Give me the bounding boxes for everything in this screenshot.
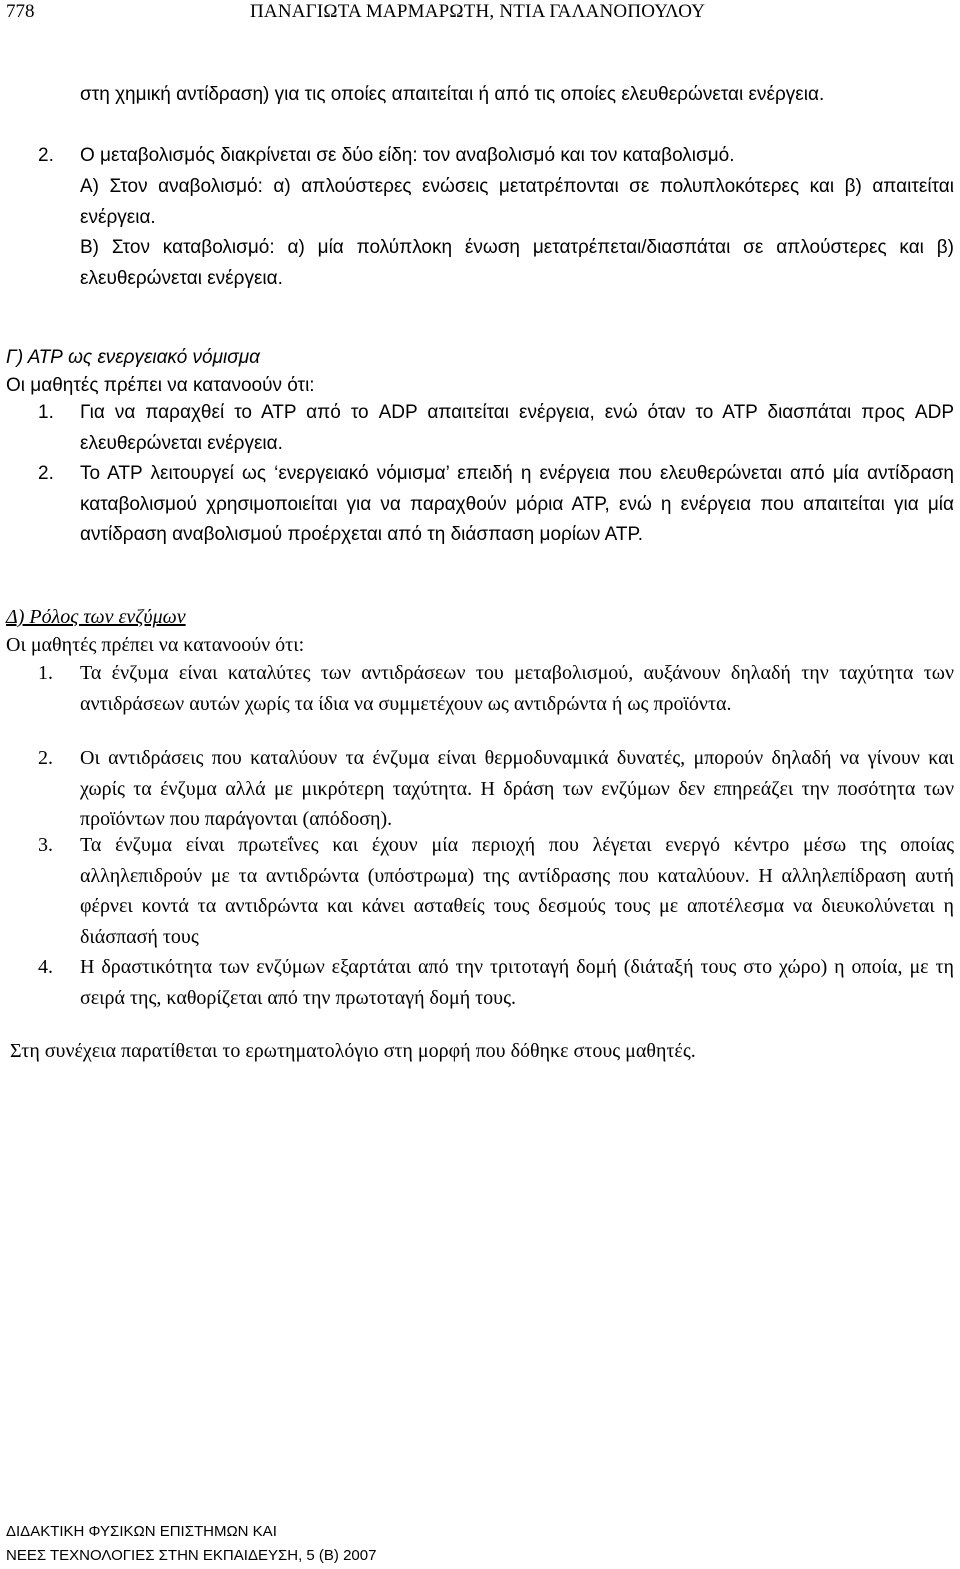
list-item-number: 2. (38, 463, 54, 484)
running-header-authors: ΠΑΝΑΓΙΩΤΑ ΜΑΡΜΑΡΩΤΗ, ΝΤΙΑ ΓΑΛΑΝΟΠΟΥΛΟΥ (250, 1, 706, 22)
anabolism-paragraph: Α) Στον αναβολισμό: α) απλούστερες ενώσεις μετατρέπονται σε πολυπλοκότερες και β) απαιτείται ενέργεια. (80, 176, 954, 228)
list-item-text: Για να παραχθεί το ΑΤΡ από το ADP απαιτείται ενέργεια, ενώ όταν το ΑΤΡ διασπάται προς ADP ελευθερώνεται ενέργεια. (80, 402, 954, 454)
list-item (0, 398, 960, 460)
footer-journal-line-1: ΔΙΔΑΚΤΙΚΗ ΦΥΣΙΚΩΝ ΕΠΙΣΤΗΜΩΝ ΚΑΙ (6, 1523, 277, 1540)
list-item-text: Το ΑΤΡ λειτουργεί ως ‘ενεργειακό νόμισμα’ επειδή η ενέργεια που ελευθερώνεται από μία αντίδραση καταβολισμού χρησιμοποιείται για να παραχθούν μόρια ΑΤΡ, ενώ η ενέργεια που απαιτείται για μία αντίδραση αναβολισμού προέρχεται από τη διάσπαση μορίων ΑΤΡ. (80, 463, 954, 545)
list-item (0, 743, 960, 835)
section-intro: Οι μαθητές πρέπει να κατανοούν ότι: (6, 375, 315, 396)
list-item (0, 459, 960, 583)
list-item (0, 830, 960, 952)
list-item-number: 2. (38, 145, 54, 166)
closing-sentence: Στη συνέχεια παρατίθεται το ερωτηματολόγιο στη μορφή που δόθηκε στους μαθητές. (10, 1040, 696, 1062)
catabolism-paragraph: Β) Στον καταβολισμό: α) μία πολύπλοκη ένωση μετατρέπεται/διασπάται σε απλούστερες και β) ελευθερώνεται ενέργεια. (80, 237, 954, 289)
section-intro: Οι μαθητές πρέπει να κατανοούν ότι: (6, 634, 305, 656)
page-number: 778 (6, 1, 35, 22)
list-item-text: Τα ένζυμα είναι πρωτεΐνες και έχουν μία περιοχή που λέγεται ενεργό κέντρο μέσω της οποίας αλληλεπιδρούν με τα αντιδρώντα (υπόστρωμα) της αντίδρασης που καταλύουν. Η αλληλεπίδραση αυτή φέρνει κοντά τα αντιδρώντα και κάνει ασταθείς τους δεσμούς τους με αποτέλεσμα να διευκολύνεται η διάσπασή τους (80, 834, 954, 948)
list-item-text: Οι αντιδράσεις που καταλύουν τα ένζυμα είναι θερμοδυναμικά δυνατές, μπορούν δηλαδή να γίνουν και χωρίς τα ένζυμα αλλά με μικρότερη ταχύτητα. Η δράση των ενζύμων δεν επηρεάζει την ποσότητα των προϊόντων που παράγονται (απόδοση). (80, 747, 954, 830)
list-item-number: 2. (38, 747, 53, 769)
continuation-paragraph: στη χημική αντίδραση) για τις οποίες απαιτείται ή από τις οποίες ελευθερώνεται ενέργεια. (80, 84, 825, 105)
list-item-text: Τα ένζυμα είναι καταλύτες των αντιδράσεων του μεταβολισμού, αυξάνουν δηλαδή την ταχύτητα των αντιδράσεων αυτών χωρίς τα ίδια να συμμετέχουν ως αντιδρώντα ή ως προϊόντα. (80, 662, 954, 715)
list-item (0, 952, 960, 1014)
list-item-number: 1. (38, 662, 53, 684)
list-item-text: Ο μεταβολισμός διακρίνεται σε δύο είδη: τον αναβολισμό και τον καταβολισμό. (80, 145, 735, 166)
list-item-number: 3. (38, 834, 53, 856)
footer-journal-line-2: ΝΕΕΣ ΤΕΧΝΟΛΟΓΙΕΣ ΣΤΗΝ ΕΚΠΑΙΔΕΥΣΗ, 5 (Β) 2007 (6, 1547, 377, 1564)
section-heading-atp: Γ) ΑΤΡ ως ενεργειακό νόμισμα (6, 347, 260, 368)
list-item (0, 141, 960, 171)
section-heading-enzymes: Δ) Ρόλος των ενζύμων (6, 606, 186, 628)
list-item-text: Η δραστικότητα των ενζύμων εξαρτάται από την τριτοταγή δομή (διάταξή τους στο χώρο) η οποία, με τη σειρά της, καθορίζεται από την πρωτοταγή δομή τους. (80, 956, 954, 1009)
list-item (0, 658, 960, 750)
list-item-number: 4. (38, 956, 53, 978)
list-item-number: 1. (38, 402, 54, 423)
